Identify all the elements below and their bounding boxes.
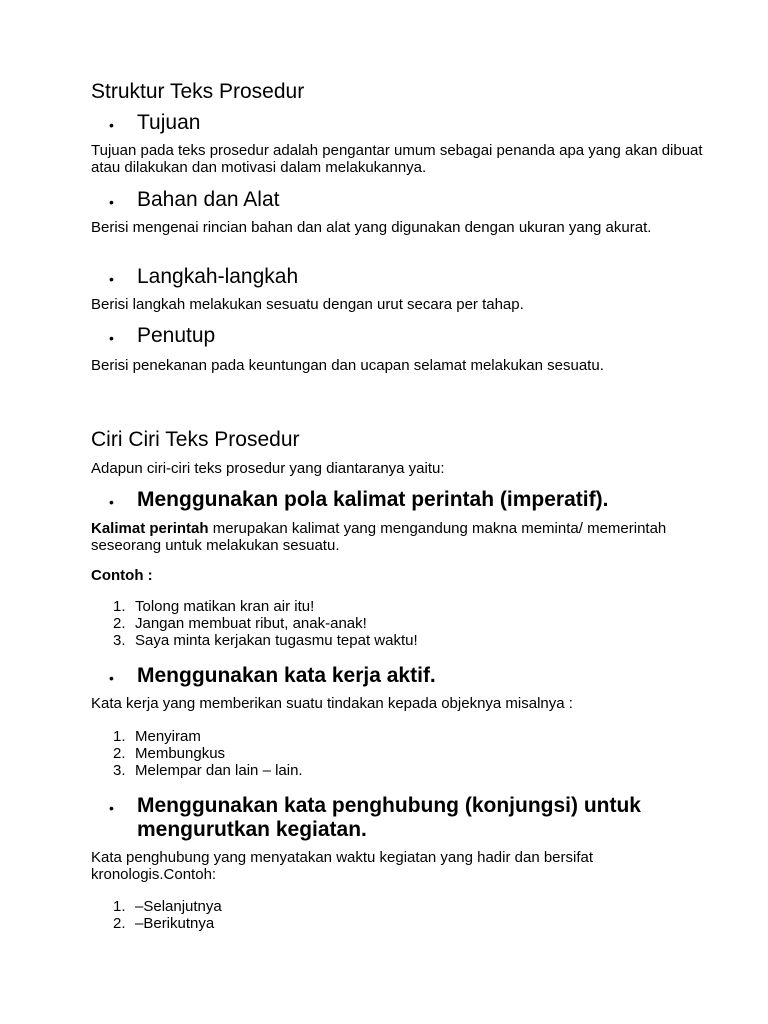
example-list-imperatif: [113, 598, 418, 649]
example-list-konjungsi: [113, 898, 222, 932]
list-item: 2. –Berikutnya: [113, 915, 215, 932]
paragraph-konjungsi: Kata penghubung yang menyatakan waktu kegiatan yang hadir dan bersifat kronologis.Contoh:: [91, 849, 594, 883]
example-label: Contoh :: [91, 567, 153, 584]
bullet-heading-penutup: • Penutup: [109, 324, 708, 350]
bullet-heading-tujuan: • Tujuan: [109, 111, 708, 137]
paragraph-kalimat-perintah: Kalimat perintah merupakan kalimat yang mengandung makna meminta/ memerintah seseorang untuk melakukan sesuatu.: [91, 520, 667, 554]
example-list-kata-kerja: [113, 728, 303, 779]
paragraph-bahan-alat: Berisi mengenai rincian bahan dan alat yang digunakan dengan ukuran yang akurat.: [91, 219, 652, 236]
list-item: 2. Membungkus: [113, 745, 226, 762]
list-item: 3. Saya minta kerjakan tugasmu tepat waktu!: [113, 632, 418, 649]
list-item: 1. Menyiram: [113, 728, 201, 745]
paragraph-intro: Adapun ciri-ciri teks prosedur yang diantaranya yaitu:: [91, 460, 445, 477]
bullet-heading-imperatif: • Menggunakan pola kalimat perintah (imperatif).: [109, 488, 708, 514]
paragraph-tujuan: Tujuan pada teks prosedur adalah pengantar umum sebagai penanda apa yang akan dibuat atau dilakukan dan motivasi dalam melakukannya.: [91, 142, 703, 176]
bullet-icon: •: [109, 194, 114, 210]
list-item: 2. Jangan membuat ribut, anak-anak!: [113, 615, 367, 632]
paragraph-langkah: Berisi langkah melakukan sesuatu dengan urut secara per tahap.: [91, 296, 524, 313]
bullet-heading-konjungsi: • Menggunakan kata penghubung (konjungsi) untuk mengurutkan kegiatan.: [109, 794, 641, 841]
bullet-heading-kata-kerja: • Menggunakan kata kerja aktif.: [109, 664, 708, 690]
bullet-icon: •: [109, 271, 114, 287]
bullet-icon: •: [109, 800, 114, 816]
bullet-heading-bahan-alat: • Bahan dan Alat: [109, 188, 708, 214]
bold-term: Kalimat perintah: [91, 520, 209, 537]
bullet-icon: •: [109, 330, 114, 346]
list-item: 3. Melempar dan lain – lain.: [113, 762, 303, 779]
bullet-icon: •: [109, 117, 114, 133]
list-item: 1. –Selanjutnya: [113, 898, 222, 915]
bullet-icon: •: [109, 670, 114, 686]
bullet-icon: •: [109, 494, 114, 510]
paragraph-penutup: Berisi penekanan pada keuntungan dan ucapan selamat melakukan sesuatu.: [91, 357, 604, 374]
bullet-heading-langkah: • Langkah-langkah: [109, 265, 708, 291]
section-title-struktur: Struktur Teks Prosedur: [91, 80, 305, 103]
list-item: 1. Tolong matikan kran air itu!: [113, 598, 315, 615]
section-title-ciri: Ciri Ciri Teks Prosedur: [91, 428, 300, 451]
paragraph-kata-kerja: Kata kerja yang memberikan suatu tindakan kepada objeknya misalnya :: [91, 695, 573, 712]
